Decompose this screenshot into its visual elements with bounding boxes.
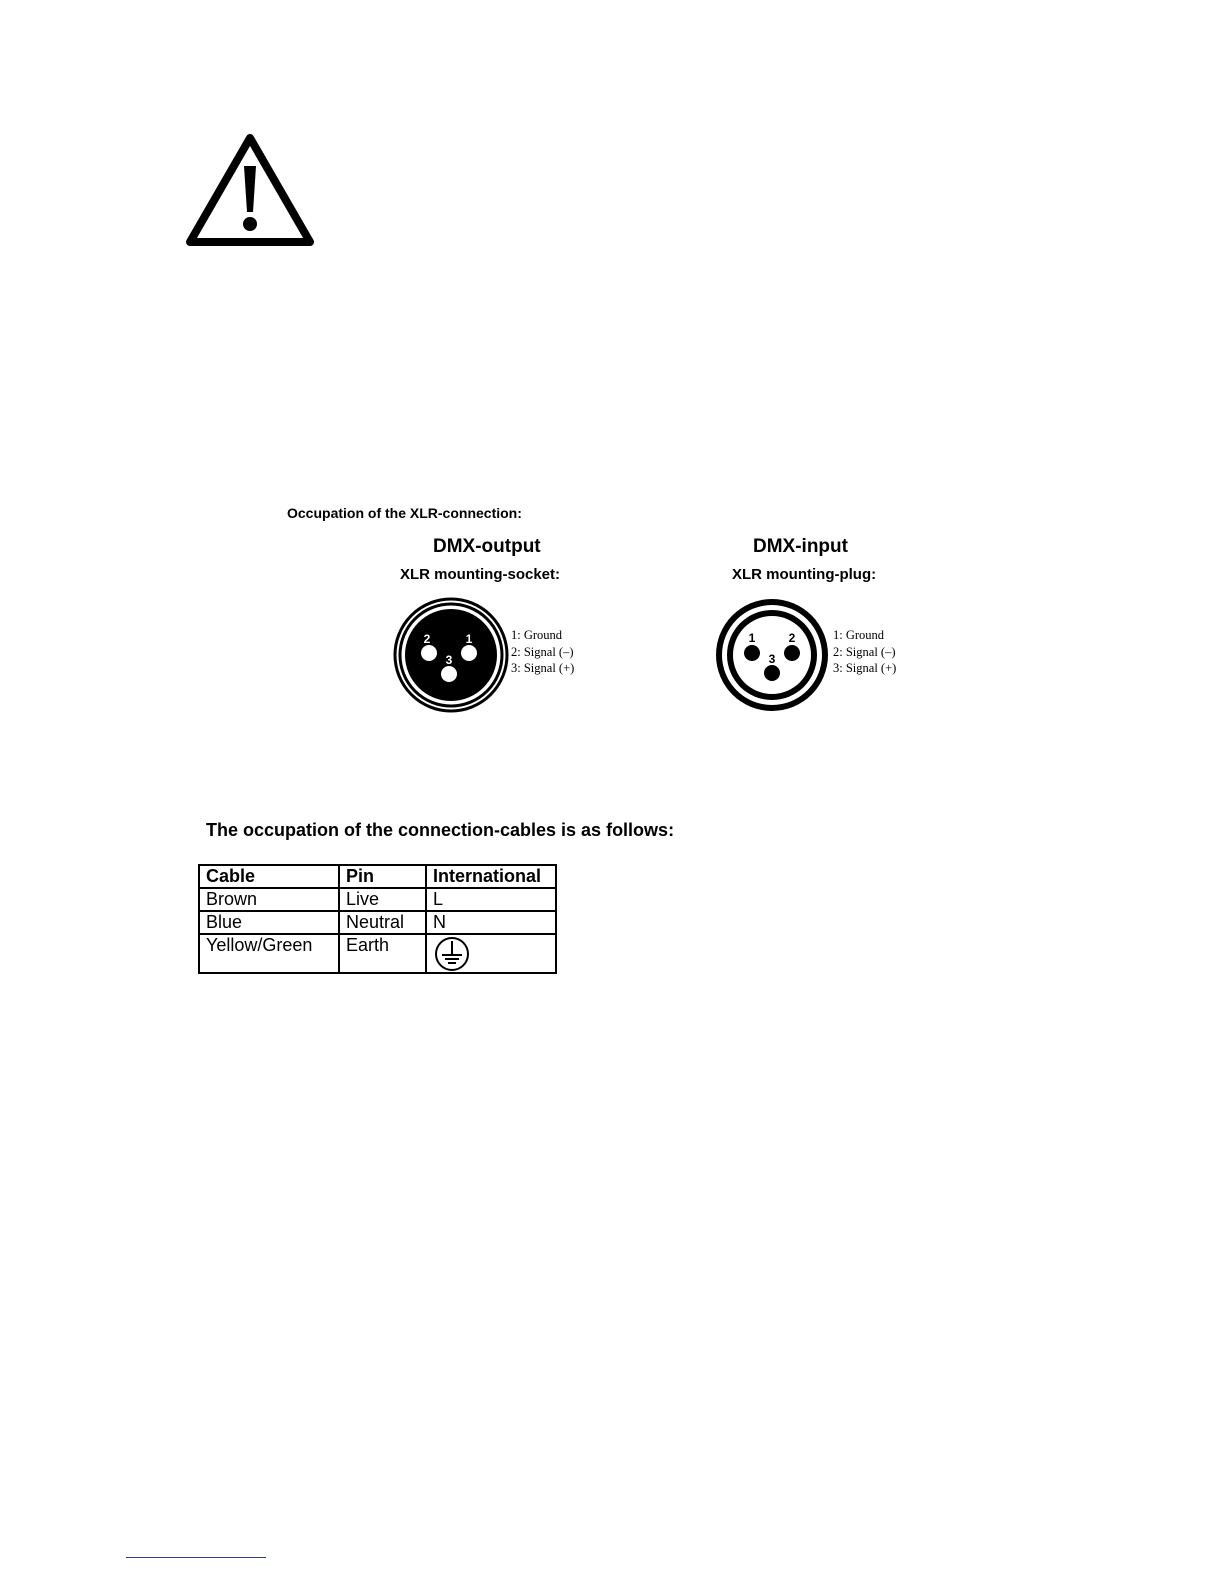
column-header-cable: Cable	[199, 865, 339, 888]
table-row	[199, 888, 556, 911]
cables-section-heading: The occupation of the connection-cables is as follows:	[206, 820, 675, 840]
socket-pin-2-label: 2	[423, 632, 431, 646]
cell-pin: Live	[339, 888, 426, 911]
socket-pin-1-label: 1	[465, 632, 473, 646]
column-header-pin: Pin	[339, 865, 426, 888]
cell-cable: Blue	[199, 911, 339, 934]
dmx-input-subtitle: XLR mounting-plug:	[732, 566, 877, 583]
plug-pin-1-desc: 1: Ground	[833, 628, 885, 642]
plug-pin-2-desc: 2: Signal (–)	[833, 644, 896, 659]
column-header-international: International	[426, 865, 556, 888]
warning-triangle-icon	[184, 132, 316, 248]
footer-divider	[126, 1557, 266, 1558]
cell-cable: Brown	[199, 888, 339, 911]
table-row	[199, 911, 556, 934]
earth-ground-icon	[433, 936, 471, 972]
dmx-input-title: DMX-input	[753, 536, 848, 557]
dmx-output-subtitle: XLR mounting-socket:	[400, 566, 560, 583]
plug-pin-2-label: 2	[788, 631, 796, 645]
plug-pin-3-desc: 3: Signal (+)	[833, 661, 897, 675]
plug-pin-1-label: 1	[748, 631, 756, 645]
plug-pin-legend	[833, 627, 896, 677]
xlr-section-heading: Occupation of the XLR-connection:	[287, 505, 522, 521]
dmx-output-title: DMX-output	[433, 536, 541, 557]
cell-pin: Earth	[339, 934, 426, 973]
cell-international: L	[426, 888, 556, 911]
socket-pin-3-label: 3	[445, 653, 453, 667]
socket-pin-2-desc: 2: Signal (–)	[511, 644, 574, 659]
table-header-row	[199, 865, 556, 888]
socket-pin-legend	[511, 627, 574, 677]
cell-international	[426, 934, 556, 973]
socket-pin-3-desc: 3: Signal (+)	[511, 661, 575, 675]
table-row	[199, 934, 556, 973]
cell-cable: Yellow/Green	[199, 934, 339, 973]
plug-pin-3-label: 3	[768, 652, 776, 666]
xlr-plug-icon	[713, 596, 831, 714]
xlr-socket-icon	[392, 596, 510, 714]
cell-international: N	[426, 911, 556, 934]
cable-occupation-table	[198, 864, 557, 974]
cell-pin: Neutral	[339, 911, 426, 934]
socket-pin-1-desc: 1: Ground	[511, 628, 563, 642]
